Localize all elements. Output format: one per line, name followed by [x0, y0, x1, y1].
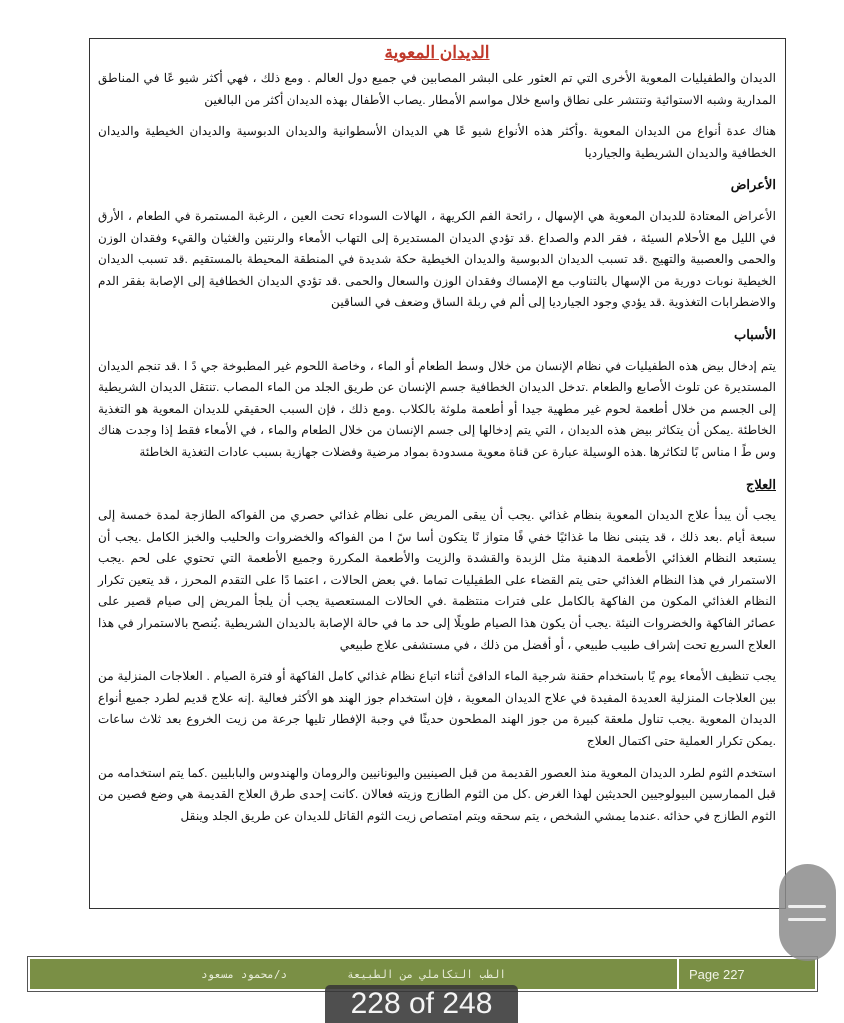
intro-paragraph: هناك عدة أنواع من الديدان المعوية .وأكثر هذه الأنواع شيو عًا هي الديدان الأسطوانية والديدان الدبوسية والديدان الخيطية والديدان الخطافية والديدان الشريطية والجيارديا [98, 124, 776, 160]
footer-book-title: الطب التكاملي من الطبيعة [347, 967, 507, 981]
document-body [90, 39, 785, 827]
causes-paragraph: يتم إدخال بيض هذه الطفيليات في نظام الإنسان من خلال وسط الطعام أو الماء ، وخاصة اللحوم غير المطبوخة جي دً ا .قد تنجم الديدان المستديرة عن تلوث الأصابع والطعام .تدخل الديدان الخطافية جسم الإنسان عن طريق الجلد من الماء المصاب .تنتقل الديدان الشريطية إلى الجسم من خلال أطعمة لحوم غير مطهية جيدا أو أطعمة ملوثة بالكلاب .ومع ذلك ، فإن السبب الحقيقي للديدان المعوية هو التغذية الخاطئة .يمكن أن يتكاثر بيض هذه الديدان ، التي يتم إدخالها إلى جسم الإنسان من خلال الطعام والماء ، في الأمعاء فقط إذا وجدت هناك وس طً ا مناس بًا لتكاثرها .هذه الوسيلة عبارة عن قناة معوية مسدودة بمواد مرضية وفضلات جهازية بسبب عادات التغذية الخاطئة [98, 358, 776, 459]
page-title: الديدان المعوية [384, 43, 490, 62]
page-counter-overlay: 228 of 248 [325, 985, 518, 1023]
footer-page-number: Page 227 [677, 959, 815, 989]
symptoms-paragraph: الأعراض المعتادة للديدان المعوية هي الإسهال ، رائحة الفم الكريهة ، الهالات السوداء تحت العين ، الرغبة المستمرة في الطعام ، الأرق في الليل مع الأحلام السيئة ، فقر الدم والصداع .قد تؤدي الديدان المستديرة إلى التهاب الأمعاء والرنتين والغثيان والقيء وفقدان الوزن والحمى والعصبية والتهيج .قد تسبب الديدان الدبوسية والديدان الخيطية حكة شديدة في المنطقة المحيطة بالمستقيم .قد تسبب الديدان الخيطية نوبات دورية من الإسهال بالتناوب مع الإمساك وفقدان الوزن والسعال والحمى .قد تؤدي الديدان الخطافية إلى الإصابة بفقر الدم والاضطرابات التغذوية .قد يؤدي وجود الجيارديا إلى ألم في ربلة الساق وضعف في الساقين [98, 208, 776, 310]
symptoms-heading: الأعراض [730, 177, 776, 193]
causes-heading: الأسباب [733, 326, 776, 342]
treatment-heading: العلاج [746, 476, 776, 492]
footer-author: د/محمود مسعود [200, 967, 288, 981]
treatment-paragraph: استخدم الثوم لطرد الديدان المعوية منذ العصور القديمة من قبل الصينيين واليونانيين والرومان والهندوس والبابليين .كما يتم استخدامه من قبل الممارسين البيولوجيين الحديثين لهذا الغرض .كل من الثوم الطازج وزيته فعالان .كانت إحدى طرق العلاج القديمة هي وضع فصين من الثوم الطازج في حذائه .عندما يمشي الشخص ، يتم سحقه ويتم امتصاص زيت الثوم القاتل للديدان عن طريق الجلد وينقل [98, 765, 776, 823]
treatment-paragraph: يجب تنظيف الأمعاء يوم يًا باستخدام حقنة شرجية الماء الدافئ أثناء اتباع نظام غذائي كامل الفاكهة أو فترة الصيام . العلاجات المنزلية من بين العلاجات المنزلية العديدة المفيدة في علاج الديدان المعوية ، فإن استخدام جوز الهند هو الأكثر فعالية .إنه علاج قديم لطرد جميع أنواع الديدان المعوية .يجب تناول ملعقة كبيرة من جوز الهند المطحون حديثًا في وجبة الإفطار تليها جرعة من زيت الخروع بعد ثلاث ساعات .يمكن تكرار العملية حتى اكتمال العلاج [98, 669, 776, 749]
treatment-paragraph: يجب أن يبدأ علاج الديدان المعوية بنظام غذائي .يجب أن يبقى المريض على نظام غذائي حصري من الفواكه الطازجة لمدة خمسة إلى سبعة أيام .بعد ذلك ، قد يتبنى نظا ما غذائيًا خفي فًا متواز نًا يتكون أسا سً ا من الفواكه والخضروات والحليب والخبز الكامل .يجب أن يستبعد النظام الغذائي الأطعمة الدهنية مثل الزبدة والقشدة والزيت والأطعمة المكررة وجميع الأطعمة التي تحتوي على لحم .يجب الاستمرار في هذا النظام الغذائي حتى يتم القضاء على الطفيليات تماما .في بعض الحالات ، اعتما دًا على التقدم المحرز ، قد يتعين تكرار النظام الغذائي المكون من الفاكهة بالكامل على فترات منتظمة .في الحالات المستعصية يجب أن يلجأ المريض إلى صيام قصير على عصائر الفاكهة والخضروات النيئة .يجب أن يكون هذا الصيام طويلًا إلى حد ما في حالة الإصابة بالديدان الشريطية .يُنصح بالاستمرار في هذا العلاج السريع تحت إشراف طبيب طبيعي ، أو أفضل من ذلك ، في مستشفى علاج طبيعي [98, 508, 776, 652]
intro-paragraph: الديدان والطفيليات المعوية الأخرى التي تم العثور على البشر المصابين في جميع دول العالم . ومع ذلك ، فهي أكثر شيو عًا في المناطق المدارية وشبه الاستوائية وتنتشر على نطاق واسع خلال مواسم الأمطار .يصاب الأطفال بهذه الديدان أكثر من البالغين [98, 71, 776, 107]
document-page [89, 38, 786, 909]
fast-scroll-handle[interactable] [779, 864, 836, 961]
